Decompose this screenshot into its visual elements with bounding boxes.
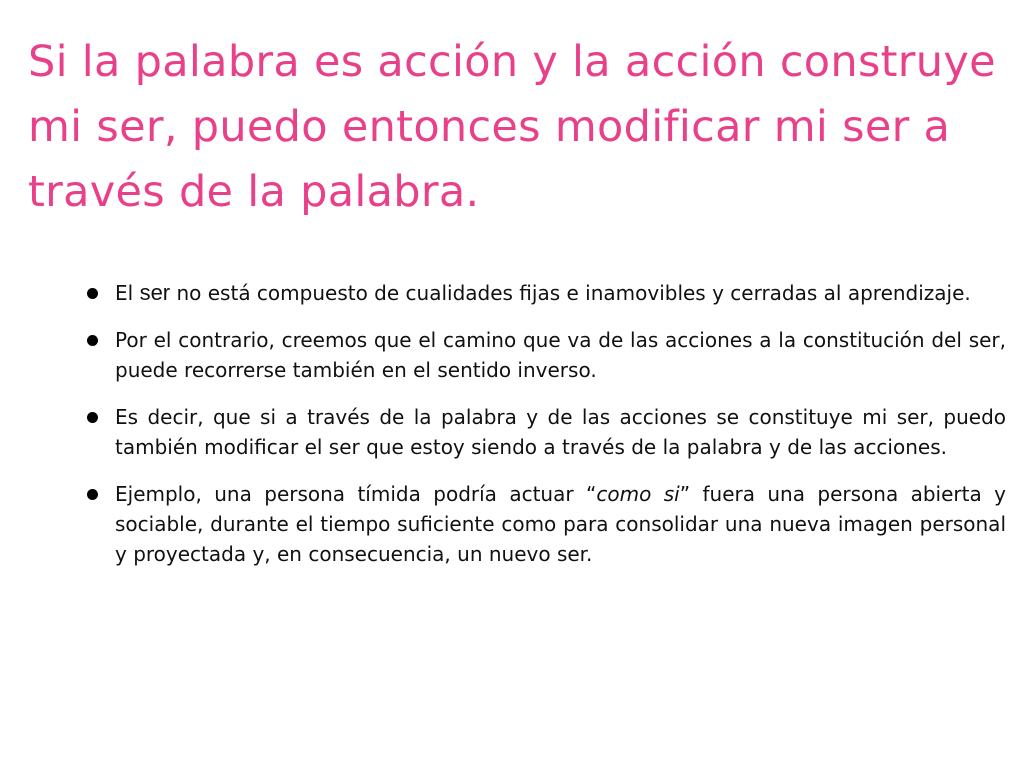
- bullet-dot-icon: [87, 288, 98, 299]
- bullet-text-after: no está compuesto de cualidades fijas e inamovibles y cerradas al aprendizaje.: [170, 281, 971, 305]
- bullet-dot-icon: [87, 489, 98, 500]
- bullet-text: Es decir, que si a través de la palabra y de las acciones se constituye mi ser, puedo también modificar el ser que estoy siendo a través de la palabra y de las acciones.: [115, 405, 1006, 459]
- bullet-text-before: Ejemplo, una persona tímida podría actuar “: [115, 482, 597, 506]
- bullet-text: [115, 479, 1006, 569]
- bullet-item-2: [85, 325, 1006, 385]
- bullet-text: Por el contrario, creemos que el camino que va de las acciones a la constitución del ser, puede recorrerse también en el sentido inverso.: [115, 328, 1006, 382]
- slide-title: [28, 30, 1008, 225]
- bullet-item-4: [85, 479, 1006, 569]
- bullet-emphasis: ser: [139, 280, 171, 305]
- title-line-2: mi ser, puedo entonces modificar mi ser a: [28, 102, 951, 152]
- bullet-dot-icon: [87, 335, 98, 346]
- bullet-list: [85, 278, 1006, 586]
- bullet-italic: como si: [596, 482, 680, 506]
- bullet-item-3: [85, 402, 1006, 462]
- title-line-1: Si la palabra es acción y la acción construye: [28, 37, 996, 87]
- bullet-text: [115, 278, 1006, 308]
- title-line-3: través de la palabra.: [28, 167, 480, 217]
- bullet-dot-icon: [87, 412, 98, 423]
- bullet-text-before: El: [115, 281, 140, 305]
- bullet-item-1: [85, 278, 1006, 308]
- bullet-text-after: ” fuera una persona abierta y sociable, durante el tiempo suficiente como para consolidar una nueva imagen personal y proyectada y, en consecuencia, un nuevo ser.: [115, 482, 1006, 566]
